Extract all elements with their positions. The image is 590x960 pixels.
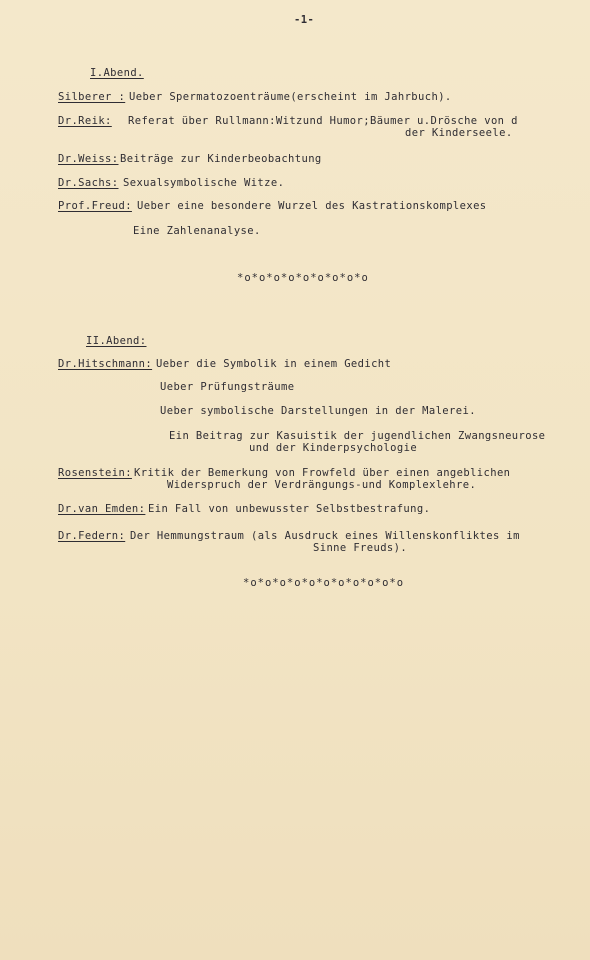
speaker-silberer: Silberer : bbox=[58, 91, 126, 103]
speaker-freud: Prof.Freud: bbox=[58, 200, 132, 212]
talk-hitschmann-4: Ein Beitrag zur Kasuistik der jugendlichen Zwangsneurose bbox=[169, 430, 546, 442]
talk-hitschmann-3: Ueber symbolische Darstellungen in der Malerei. bbox=[160, 405, 476, 417]
talk-van-emden: Ein Fall von unbewusster Selbstbestrafung. bbox=[148, 503, 431, 515]
speaker-federn: Dr.Federn: bbox=[58, 530, 126, 542]
speaker-reik: Dr.Reik: bbox=[58, 115, 112, 127]
evening-1-heading: I.Abend. bbox=[90, 67, 144, 79]
speaker-hitschmann: Dr.Hitschmann: bbox=[58, 358, 153, 370]
speaker-rosenstein: Rosenstein: bbox=[58, 467, 132, 479]
talk-hitschmann-4-cont: und der Kinderpsychologie bbox=[249, 442, 418, 454]
talk-freud-cont: Eine Zahlenanalyse. bbox=[133, 225, 261, 237]
talk-reik: Referat über Rullmann:Witzund Humor;Bäumer u.Drösche von d bbox=[128, 115, 518, 127]
talk-rosenstein-cont: Widerspruch der Verdrängungs-und Komplexlehre. bbox=[167, 479, 477, 491]
evening-2-heading: II.Abend: bbox=[86, 335, 147, 347]
talk-rosenstein: Kritik der Bemerkung von Frowfeld über einen angeblichen bbox=[134, 467, 511, 479]
talk-silberer: Ueber Spermatozoenträume(erscheint im Jahrbuch). bbox=[129, 91, 452, 103]
page-number: -1- bbox=[294, 14, 315, 26]
speaker-sachs: Dr.Sachs: bbox=[58, 177, 119, 189]
speaker-weiss: Dr.Weiss: bbox=[58, 153, 119, 165]
speaker-van-emden: Dr.van Emden: bbox=[58, 503, 146, 515]
talk-reik-cont: der Kinderseele. bbox=[405, 127, 513, 139]
talk-federn: Der Hemmungstraum (als Ausdruck eines Willenskonfliktes im bbox=[130, 530, 520, 542]
talk-federn-cont: Sinne Freuds). bbox=[313, 542, 408, 554]
separator-1: *o*o*o*o*o*o*o*o*o bbox=[237, 272, 369, 284]
talk-freud: Ueber eine besondere Wurzel des Kastrationskomplexes bbox=[137, 200, 487, 212]
talk-weiss: Beiträge zur Kinderbeobachtung bbox=[120, 153, 322, 165]
talk-hitschmann-2: Ueber Prüfungsträume bbox=[160, 381, 295, 393]
separator-2: *o*o*o*o*o*o*o*o*o*o*o bbox=[243, 577, 405, 589]
talk-sachs: Sexualsymbolische Witze. bbox=[123, 177, 285, 189]
talk-hitschmann-1: Ueber die Symbolik in einem Gedicht bbox=[156, 358, 392, 370]
